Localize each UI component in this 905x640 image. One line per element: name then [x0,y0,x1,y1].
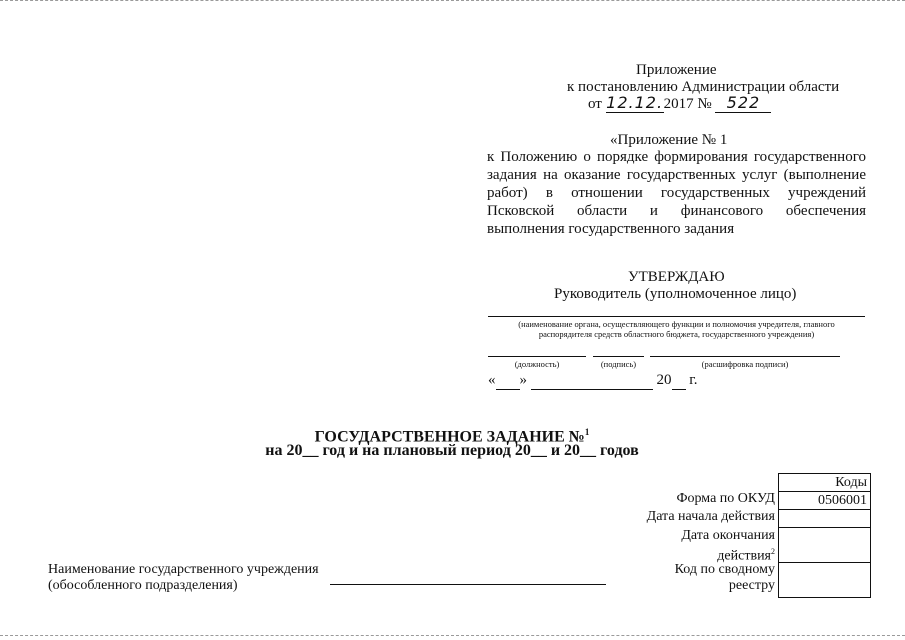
start-date-cell [779,510,871,528]
registry-label-line2: реестру [728,578,775,593]
year-blank [672,371,686,390]
year-prefix: 20 [656,372,672,388]
end-date-cell [779,528,871,563]
codes-table [778,473,871,598]
approve-label: УТВЕРЖДАЮ [628,269,725,285]
institution-label-line1: Наименование государственного учреждения [48,562,319,577]
signature-caption: (подпись) [600,359,637,369]
appendix-word: Приложение [636,62,717,78]
okud-label: Форма по ОКУД [676,491,775,506]
approval-date-line [488,371,697,390]
start-date-label: Дата начала действия [646,509,775,524]
okud-value: 0506001 [779,492,871,510]
day-blank [496,371,520,390]
org-caption-line2: распорядителя средств областного бюджета, государственного учреждения) [538,329,815,339]
close-quote: » [519,372,527,388]
title-main: ГОСУДАРСТВЕННОЕ ЗАДАНИЕ № [314,428,585,446]
month-blank [531,371,653,390]
institution-name-line [330,584,606,585]
org-caption-line1: (наименование органа, осуществляющего функции и полномочия учредителя, главного [518,319,835,329]
decode-line [650,356,840,357]
institution-label-line2: (обособленного подразделения) [48,578,238,593]
open-quote: « [488,372,496,388]
to-resolution: к постановлению Администрации области [567,79,840,95]
registry-label-line1: Код по сводному [674,562,775,577]
from-prefix: от [588,96,602,112]
title-footnote: 1 [584,427,590,437]
handwritten-number: 522 [715,94,771,113]
year-suffix: г. [689,372,698,388]
number-sign: № [697,96,712,112]
regulation-text: к Положению о порядке формирования государственного задания на оказание государственных услуг (выполнение работ) в отношении государственных учреждений Псковской области и финансового обеспечения выполнения государственного задания [487,149,866,237]
registry-code-cell [779,563,871,598]
resolution-date-line [588,94,771,113]
regulation-appendix-no: «Приложение № 1 [610,132,728,148]
end-date-footnote: 2 [771,547,775,556]
codes-header: Коды [779,474,871,492]
scan-edge-bottom [0,635,905,639]
document-subtitle: на 20__ год и на плановый период 20__ и 20__ годов [265,442,639,459]
end-date-word: действия [717,548,771,564]
position-caption: (должность) [514,359,560,369]
org-name-line [488,316,865,317]
handwritten-date: 12.12. [606,93,664,112]
position-line [488,356,586,357]
scan-edge-top [0,0,905,4]
decode-caption: (расшифровка подписи) [701,359,789,369]
resolution-year: 2017 [663,96,694,112]
signature-line [593,356,644,357]
end-date-label-line1: Дата окончания [681,528,775,543]
head-label: Руководитель (уполномоченное лицо) [554,286,797,302]
